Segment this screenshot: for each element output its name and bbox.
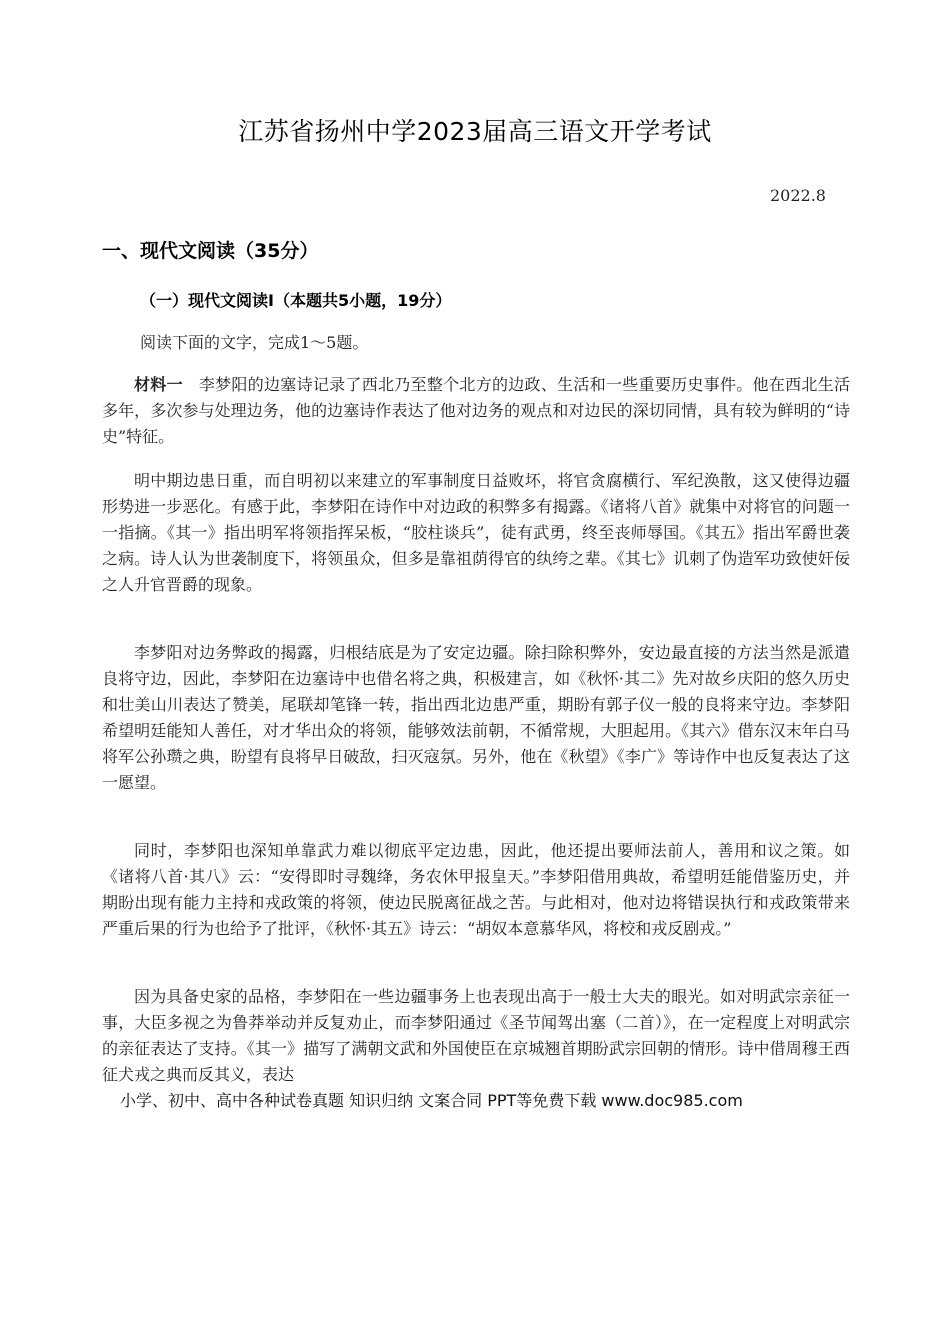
paragraph-4: 同时，李梦阳也深知单靠武力难以彻底平定边患，因此，他还提出要师法前人，善用和议之策。如《诸将八首·其八》云：“安得即时寻魏绛，务农休甲报皇天。”李梦阳借用典故，希望明廷能借鉴历史，并期盼出现有能力主持和戎政策的将领，使边民脱离征战之苦。与此相对，他对边将错误执行和戎政策带来严重后果的行为也给予了批评，《秋怀·其五》诗云：“胡奴本意慕华风，将校和戎反剧戎。”: [102, 841, 850, 938]
paragraph-1: [102, 372, 850, 450]
reading-instruction: 阅读下面的文字，完成1～5题。: [140, 333, 369, 352]
paragraph-2: 明中期边患日重，而自明初以来建立的军事制度日益败坏，将官贪腐横行、军纪涣散，这又使得边疆形势进一步恶化。有感于此，李梦阳在诗作中对边政的积弊多有揭露。《诸将八首》就集中对将官的问题一一指摘。《其一》指出明军将领指挥呆板，“胶柱谈兵”，徒有武勇，终至丧师辱国。《其五》指出军爵世袭之病。诗人认为世袭制度下，将领虽众，但多是靠祖荫得官的纨绔之辈。《其七》讥刺了伪造军功致使奸佞之人升官晋爵的现象。: [102, 471, 850, 594]
exam-date: 2022.8: [770, 186, 826, 205]
paragraph-1-text: 李梦阳的边塞诗记录了西北乃至整个北方的边政、生活和一些重要历史事件。他在西北生活多年，多次参与处理边务，他的边塞诗作表达了他对边务的观点和对边民的深切同情，具有较为鲜明的“诗史”特征。: [102, 375, 850, 446]
paragraph-5: 因为具备史家的品格，李梦阳在一些边疆事务上也表现出高于一般士大夫的眼光。如对明武宗亲征一事，大臣多视之为鲁莽举动并反复劝止，而李梦阳通过《圣节闻驾出塞（二首）》，在一定程度上对明武宗的亲征表达了支持。《其一》描写了满朝文武和外国使臣在京城翘首期盼武宗回朝的情形。诗中借周穆王西征犬戎之典而反其义，表达: [102, 987, 850, 1084]
footer-watermark: 小学、初中、高中各种试卷真题 知识归纳 文案合同 PPT等免费下载 www.doc985.com: [120, 1088, 840, 1111]
sub-heading: （一）现代文阅读Ⅰ（本题共5小题，19分）: [140, 291, 452, 310]
page-title: 江苏省扬州中学2023届高三语文开学考试: [238, 117, 712, 146]
paragraph-3: 李梦阳对边务弊政的揭露，归根结底是为了安定边疆。除扫除积弊外，安边最直接的方法当然是派遣良将守边，因此，李梦阳在边塞诗中也借名将之典，积极建言，如《秋怀·其二》先对故乡庆阳的悠久历史和壮美山川表达了赞美，尾联却笔锋一转，指出西北边患严重，期盼有郭子仪一般的良将来守边。李梦阳希望明廷能知人善任，对才华出众的将领，能够效法前朝，不循常规，大胆起用。《其六》借东汉末年白马将军公孙瓒之典，盼望有良将早日破敌，扫灭寇氛。另外，他在《秋望》《李广》等诗作中也反复表达了这一愿望。: [102, 643, 850, 792]
material-label: 材料一: [134, 375, 183, 394]
section-heading: 一、现代文阅读（35分）: [102, 240, 319, 262]
